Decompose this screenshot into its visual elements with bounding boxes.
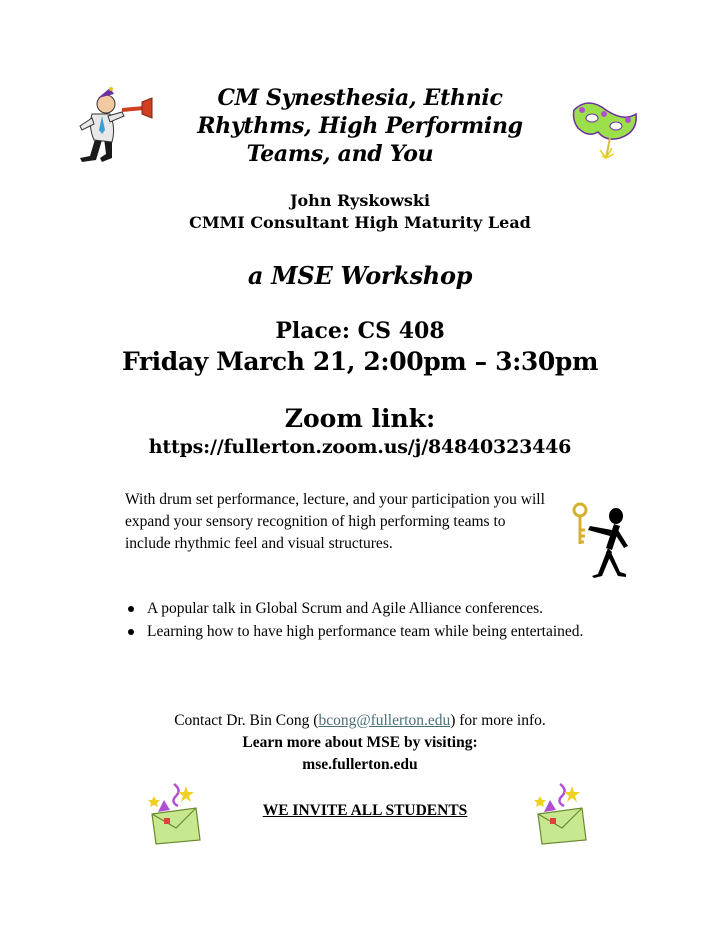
carnival-mask-icon bbox=[570, 92, 642, 164]
contact-email-link[interactable]: bcong@fullerton.edu bbox=[318, 712, 451, 729]
list-item bbox=[125, 621, 595, 643]
event-place: Place: CS 408 bbox=[275, 318, 445, 344]
stick-figure-with-key-icon bbox=[568, 500, 638, 580]
event-type: a MSE Workshop bbox=[247, 261, 473, 290]
trumpet-player-icon bbox=[70, 86, 160, 166]
invitation-envelope-icon bbox=[532, 780, 590, 846]
presenter-block bbox=[140, 190, 580, 234]
invite-all-students: WE INVITE ALL STUDENTS bbox=[262, 802, 468, 819]
event-datetime: Friday March 21, 2:00pm – 3:30pm bbox=[121, 347, 599, 376]
bullet-text: Learning how to have high performance team while being entertained. bbox=[147, 623, 584, 640]
bullet-text: A popular talk in Global Scrum and Agile Alliance conferences. bbox=[147, 600, 543, 617]
list-item bbox=[125, 598, 595, 620]
title-line-1: CM Synesthesia, Ethnic bbox=[217, 85, 503, 111]
learn-more-block bbox=[0, 732, 720, 776]
title-line-3: Teams, and You bbox=[246, 141, 434, 167]
presenter-name: John Ryskowski bbox=[289, 191, 431, 210]
event-description: With drum set performance, lecture, and your participation you will expand your sensory recognition of high performing teams to include rhythmic feel and visual structures. bbox=[125, 491, 545, 552]
zoom-link[interactable]: https://fullerton.zoom.us/j/84840323446 bbox=[148, 436, 572, 458]
learn-more-text: Learn more about MSE by visiting: bbox=[242, 734, 478, 751]
bullet-icon bbox=[128, 606, 134, 612]
contact-line bbox=[0, 710, 720, 732]
flyer-title bbox=[150, 84, 570, 168]
presenter-role: CMMI Consultant High Maturity Lead bbox=[189, 213, 531, 232]
zoom-label: Zoom link: bbox=[284, 404, 436, 433]
contact-prefix: Contact Dr. Bin Cong ( bbox=[174, 712, 319, 729]
highlights-list bbox=[125, 598, 595, 644]
title-line-2: Rhythms, High Performing bbox=[197, 113, 523, 139]
mse-website[interactable]: mse.fullerton.edu bbox=[302, 756, 418, 773]
contact-suffix: ) for more info. bbox=[450, 712, 546, 729]
bullet-icon bbox=[128, 629, 134, 635]
